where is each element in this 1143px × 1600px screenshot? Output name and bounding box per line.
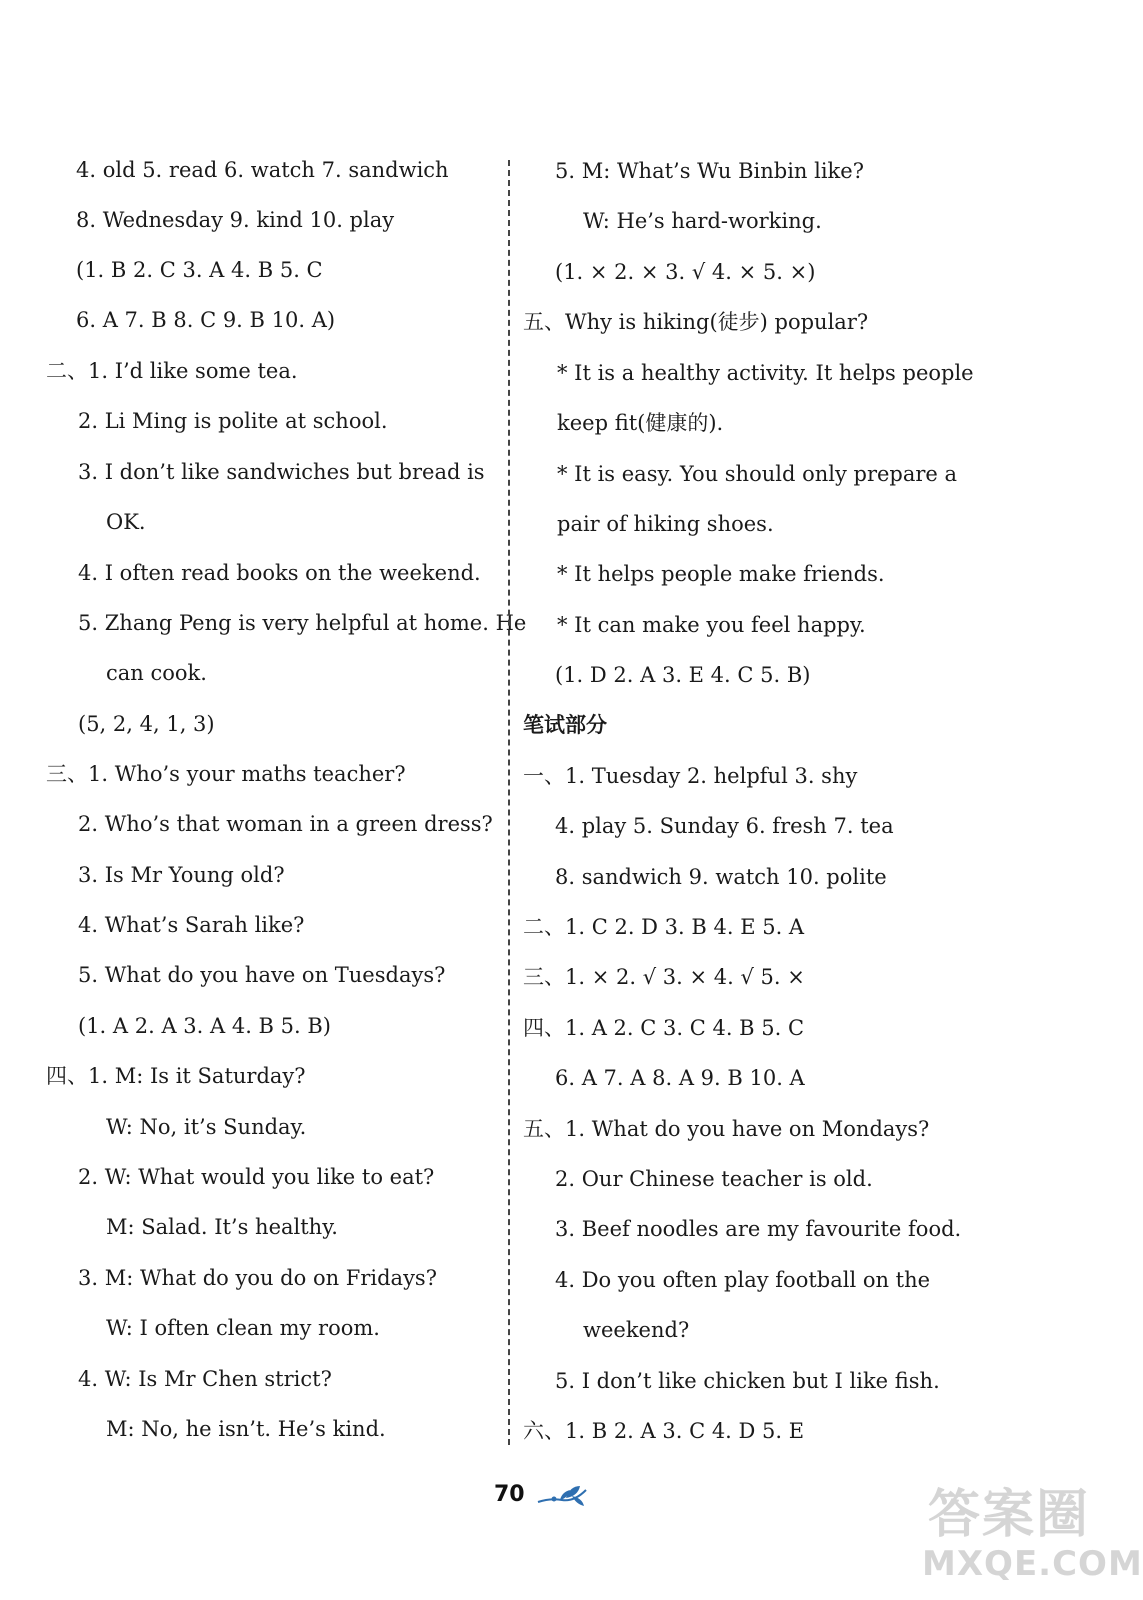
answer-line: can cook. xyxy=(106,661,207,685)
answer-line: W: I often clean my room. xyxy=(106,1316,380,1340)
answer-line: 4. What’s Sarah like? xyxy=(78,913,305,937)
section-line: 五、Why is hiking(徒步) popular? xyxy=(523,310,869,334)
answer-line: 5. I don’t like chicken but I like fish. xyxy=(555,1369,940,1393)
answer-line: 3. I don’t like sandwiches but bread is xyxy=(78,460,485,484)
section-line: 二、1. I’d like some tea. xyxy=(46,359,298,383)
answer-line: pair of hiking shoes. xyxy=(557,512,774,536)
watermark xyxy=(920,1470,1143,1595)
answer-line: weekend? xyxy=(583,1318,690,1342)
answer-line: M: Salad. It’s healthy. xyxy=(106,1215,338,1239)
leaf-sprig-icon xyxy=(536,1480,588,1514)
answer-line: 2. Li Ming is polite at school. xyxy=(78,409,388,433)
answer-line: (1. × 2. × 3. √ 4. × 5. ×) xyxy=(555,260,816,284)
answer-line: 8. sandwich 9. watch 10. polite xyxy=(555,865,887,889)
watermark-logo: 答案圈 xyxy=(928,1485,1091,1545)
section-line: 五、1. What do you have on Mondays? xyxy=(523,1117,930,1141)
answer-line: 6. A 7. A 8. A 9. B 10. A xyxy=(555,1066,805,1090)
answer-line: 5. Zhang Peng is very helpful at home. He xyxy=(78,611,527,635)
answer-line: 3. Beef noodles are my favourite food. xyxy=(555,1217,962,1241)
answer-line: 4. W: Is Mr Chen strict? xyxy=(78,1367,332,1391)
answer-line: 8. Wednesday 9. kind 10. play xyxy=(76,208,395,232)
answer-line: 4. I often read books on the weekend. xyxy=(78,561,481,585)
answer-line: * It can make you feel happy. xyxy=(557,613,866,637)
answer-line: 2. W: What would you like to eat? xyxy=(78,1165,435,1189)
column-divider xyxy=(508,160,510,1445)
answer-line: (1. A 2. A 3. A 4. B 5. B) xyxy=(78,1014,332,1038)
answer-line: 6. A 7. B 8. C 9. B 10. A) xyxy=(76,308,336,332)
section-line: 一、1. Tuesday 2. helpful 3. shy xyxy=(523,764,858,788)
answer-line: (1. B 2. C 3. A 4. B 5. C xyxy=(76,258,323,282)
answer-line: 5. M: What’s Wu Binbin like? xyxy=(555,159,864,183)
answer-line: * It is a healthy activity. It helps people xyxy=(557,361,974,385)
answer-line: 4. play 5. Sunday 6. fresh 7. tea xyxy=(555,814,894,838)
answer-line: 5. What do you have on Tuesdays? xyxy=(78,963,446,987)
section-line: 四、1. M: Is it Saturday? xyxy=(46,1064,306,1088)
answer-line: (5, 2, 4, 1, 3) xyxy=(78,712,215,736)
answer-line: OK. xyxy=(106,510,146,534)
answer-line: 4. old 5. read 6. watch 7. sandwich xyxy=(76,158,449,182)
section-line: 三、1. × 2. √ 3. × 4. √ 5. × xyxy=(523,965,805,989)
section-line: 三、1. Who’s your maths teacher? xyxy=(46,762,406,786)
answer-line: 4. Do you often play football on the xyxy=(555,1268,931,1292)
answer-line: M: No, he isn’t. He’s kind. xyxy=(106,1417,386,1441)
section-line: 二、1. C 2. D 3. B 4. E 5. A xyxy=(523,915,805,939)
section-line: 六、1. B 2. A 3. C 4. D 5. E xyxy=(523,1419,805,1443)
answer-line: 3. M: What do you do on Fridays? xyxy=(78,1266,437,1290)
watermark-url: MXQE.COM xyxy=(922,1544,1143,1584)
answer-line: W: He’s hard-working. xyxy=(583,209,822,233)
section-line: 四、1. A 2. C 3. C 4. B 5. C xyxy=(523,1016,805,1040)
answer-line: (1. D 2. A 3. E 4. C 5. B) xyxy=(555,663,811,687)
answer-line: W: No, it’s Sunday. xyxy=(106,1115,307,1139)
answer-line: 3. Is Mr Young old? xyxy=(78,863,285,887)
answer-line: keep fit(健康的). xyxy=(557,411,724,435)
answer-line: 2. Who’s that woman in a green dress? xyxy=(78,812,493,836)
section-heading: 笔试部分 xyxy=(523,713,607,737)
answer-line: 2. Our Chinese teacher is old. xyxy=(555,1167,873,1191)
answer-line: * It is easy. You should only prepare a xyxy=(557,462,958,486)
answer-line: * It helps people make friends. xyxy=(557,562,885,586)
page-number: 70 xyxy=(494,1482,525,1507)
